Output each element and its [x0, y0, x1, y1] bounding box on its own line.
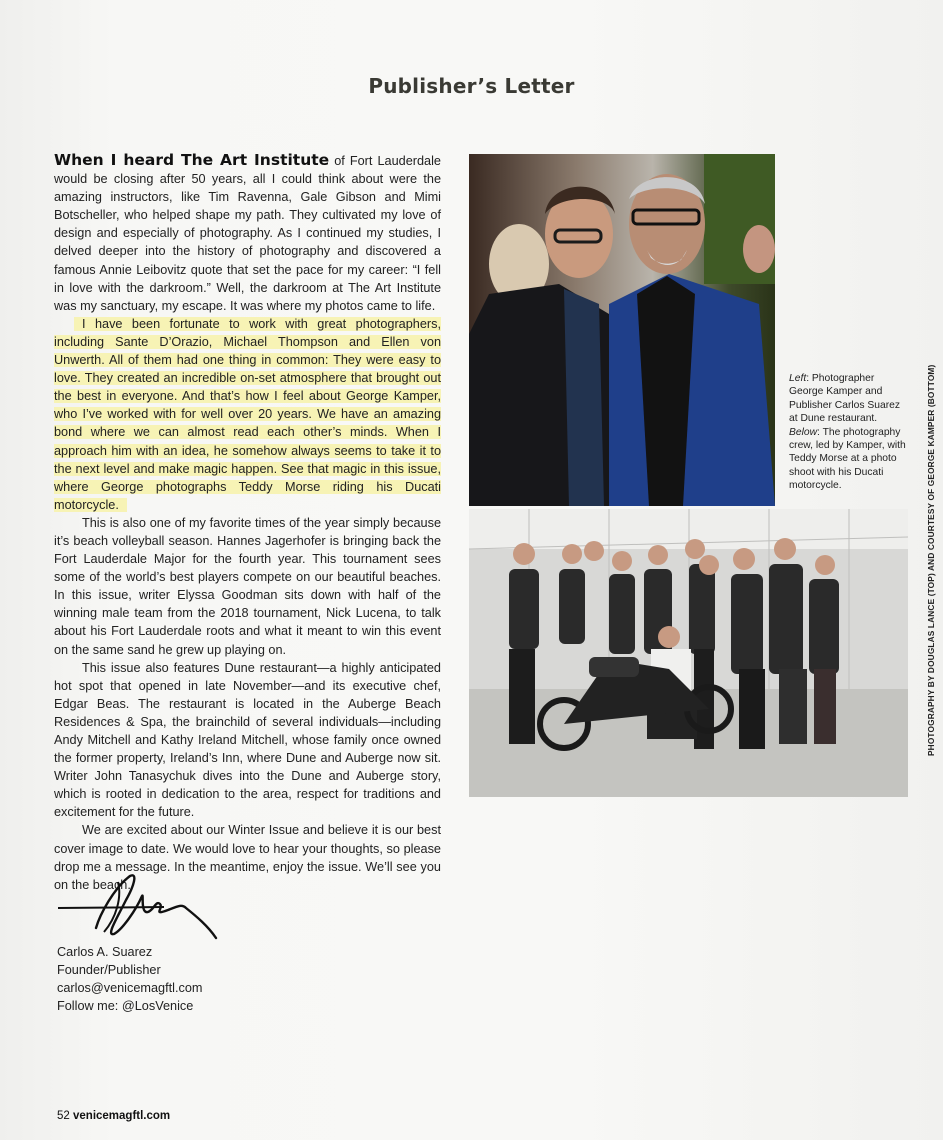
signature	[56, 870, 226, 945]
page-footer	[57, 1110, 170, 1122]
site-url: venicemagftl.com	[73, 1110, 171, 1122]
highlighted-paragraph: I have been fortunate to work with great photographers, including Sante D’Orazio, Michael Thompson and Ellen von Unwerth. All of them had one thing in common: They were easy to love. They created an incredible on-set atmosphere that brought out the best in everyone. And that’s how I feel about George Kamper, who I’ve worked with for well over 20 years. We have an amazing bond where we can almost read each other’s minds. When I approach him with an idea, he somehow always seems to take it to the next level and make magic happen. See that magic in this issue, where George photographs Teddy Morse riding his Ducati motorcycle.	[54, 316, 441, 512]
caption-below-label: Below	[789, 426, 818, 438]
photo-crew-motorcycle-image	[469, 509, 908, 797]
paragraph-5: We are excited about our Winter Issue and believe it is our best cover image to date. We would love to hear your thoughts, so please drop me a message. In the meantime, enjoy the issue. We’ll see you on the beach.	[54, 823, 441, 892]
photo-crew-motorcycle	[469, 509, 908, 797]
photo-credit: PHOTOGRAPHY BY DOUGLAS LANCE (TOP) AND COURTESY OF GEORGE KAMPER (BOTTOM)	[926, 364, 936, 756]
caption-below-text: : The photography crew, led by Kamper, with Teddy Morse at a photo shoot with his Ducati motorcycle.	[789, 426, 906, 492]
publisher-email[interactable]: carlos@venicemagftl.com	[57, 981, 203, 995]
photo-caption	[789, 372, 909, 493]
page-number: 52	[57, 1110, 70, 1122]
caption-left-text: : Photographer George Kamper and Publisher Carlos Suarez at Dune restaurant.	[789, 373, 901, 425]
letter-body	[54, 151, 441, 894]
lead-in: When I heard The Art Institute	[54, 151, 330, 169]
paragraph-4: This issue also features Dune restaurant—a highly anticipated hot spot that opened in late November—and its executive chef, Edgar Beas. The restaurant is located in the Auberge Beach Residences & Spa, the brainchild of several individuals—including Andy Mitchell and Kathy Ireland Mitchell, whose family once owned the former property, Ireland’s Inn, where Dune and Auberge now sit. Writer John Tanasychuk dives into the Dune and Auberge story, which is rooted in dedication to the area, respect for traditions and excitement for the future.	[54, 660, 441, 820]
page-title: Publisher’s Letter	[368, 74, 575, 98]
signoff	[57, 943, 202, 1015]
photo-kamper-suarez-image	[469, 154, 775, 506]
photo-kamper-suarez	[469, 154, 775, 506]
social-handle[interactable]: Follow me: @LosVenice	[57, 999, 194, 1013]
paragraph-1	[54, 151, 441, 315]
caption-left-label: Left	[789, 373, 807, 384]
publisher-name: Carlos A. Suarez	[57, 945, 153, 959]
paragraph-1-text: of Fort Lauderdale would be closing after 50 years, all I could think about were the amazing instructors, like Tim Ravenna, Gale Gibson and Mimi Botscheller, who helped shape my path. They cultivated my love of design and especially of photography. As I continued my studies, I delved deeper into the history of photography and discovered a famous Annie Leibovitz quote that set the pace for my career: “I fell in love with the darkroom.” Well, the darkroom at The Art Institute was my sanctuary, my escape. It was where my photos came to life.	[54, 154, 441, 313]
paragraph-2	[54, 315, 441, 514]
paragraph-3: This is also one of my favorite times of the year simply because it’s beach volleyball season. Hannes Jagerhofer is bringing back the Fort Lauderdale Major for the fourth year. This tournament sees some of the world’s best players compete on our beautiful beaches. In this issue, writer Elyssa Goodman sits down with half of the winning male team from the 2018 tournament, Nick Lucena, to talk about his Fort Lauderdale roots and what it meant to win this event on the same sand he grew up playing on.	[54, 515, 441, 657]
publisher-role: Founder/Publisher	[57, 963, 161, 977]
